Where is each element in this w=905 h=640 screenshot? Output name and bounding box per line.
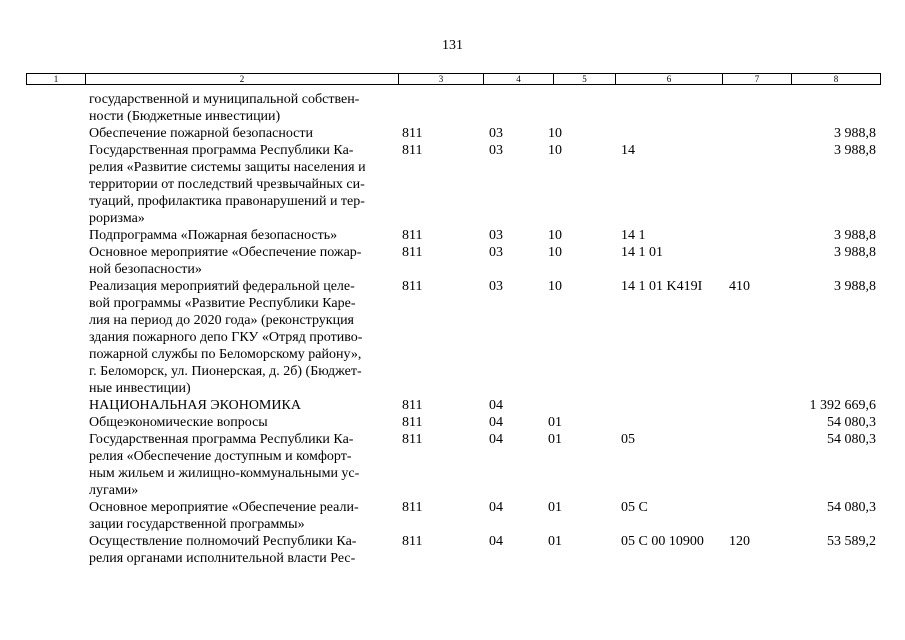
cell-c5: 10 <box>548 126 562 141</box>
description-line: ной безопасности» <box>89 262 202 277</box>
cell-c3: 811 <box>402 228 423 243</box>
cell-c3: 811 <box>402 432 423 447</box>
cell-c5: 10 <box>548 228 562 243</box>
cell-c6: 05 С 00 10900 <box>621 534 704 549</box>
table-body <box>0 91 905 567</box>
cell-c8: 3 988,8 <box>834 245 876 260</box>
row-description <box>89 91 394 125</box>
row-description <box>89 227 394 244</box>
description-line: лия на период до 2020 года» (реконструкция <box>89 313 354 328</box>
description-line: Реализация мероприятий федеральной целе- <box>89 279 355 294</box>
table-row <box>0 125 905 142</box>
description-line: вой программы «Развитие Республики Каре- <box>89 296 356 311</box>
cell-c4: 03 <box>489 126 503 141</box>
header-col-2: 2 <box>85 74 398 84</box>
description-line: ные инвестиции) <box>89 381 191 396</box>
cell-c3: 811 <box>402 245 423 260</box>
cell-c4: 04 <box>489 432 503 447</box>
header-col-1: 1 <box>53 74 59 84</box>
description-line: ным жильем и жилищно-коммунальными ус- <box>89 466 360 481</box>
header-col-3: 3 <box>398 74 483 84</box>
cell-c6: 14 1 <box>621 228 646 243</box>
description-line: Подпрограмма «Пожарная безопасность» <box>89 228 338 243</box>
description-line: роризма» <box>89 211 145 226</box>
cell-c5: 10 <box>548 143 562 158</box>
cell-c4: 04 <box>489 415 503 430</box>
cell-c8: 54 080,3 <box>827 415 876 430</box>
cell-c8: 3 988,8 <box>834 126 876 141</box>
table-row <box>0 397 905 414</box>
description-line: зации государственной программы» <box>89 517 305 532</box>
table-row <box>0 91 905 125</box>
row-description <box>89 397 394 414</box>
cell-c5: 10 <box>548 279 562 294</box>
table-row <box>0 499 905 533</box>
description-line: Основное мероприятие «Обеспечение пожар- <box>89 245 362 260</box>
header-col-7: 7 <box>722 74 791 84</box>
description-line: релия «Развитие системы защиты населения и <box>89 160 366 175</box>
cell-c4: 04 <box>489 398 503 413</box>
cell-c4: 03 <box>489 228 503 243</box>
cell-c8: 3 988,8 <box>834 279 876 294</box>
description-line: Государственная программа Республики Ка- <box>89 432 354 447</box>
table-row <box>0 227 905 244</box>
cell-c8: 3 988,8 <box>834 228 876 243</box>
cell-c3: 811 <box>402 500 423 515</box>
cell-c6: 14 1 01 <box>621 245 663 260</box>
table-row <box>0 278 905 397</box>
description-line: Осуществление полномочий Республики Ка- <box>89 534 357 549</box>
cell-c6: 14 1 01 K419I <box>621 279 703 294</box>
row-description <box>89 142 394 227</box>
header-col-8: 8 <box>791 74 880 84</box>
header-col-6: 6 <box>615 74 722 84</box>
header-col-5: 5 <box>553 74 615 84</box>
row-description <box>89 414 394 431</box>
row-description <box>89 244 394 278</box>
cell-c8: 54 080,3 <box>827 500 876 515</box>
page-number: 131 <box>442 38 463 53</box>
row-description <box>89 125 394 142</box>
table-row <box>0 533 905 567</box>
cell-c8: 53 589,2 <box>827 534 876 549</box>
description-line: здания пожарного депо ГКУ «Отряд противо- <box>89 330 363 345</box>
cell-c6: 05 С <box>621 500 648 515</box>
cell-c3: 811 <box>402 143 423 158</box>
table-row <box>0 142 905 227</box>
description-line: Основное мероприятие «Обеспечение реали- <box>89 500 359 515</box>
cell-c6: 05 <box>621 432 635 447</box>
description-line: Обеспечение пожарной безопасности <box>89 126 314 141</box>
cell-c5: 01 <box>548 500 562 515</box>
header-col-4: 4 <box>483 74 553 84</box>
description-line: г. Беломорск, ул. Пионерская, д. 2б) (Бюджет- <box>89 364 362 379</box>
row-description <box>89 533 394 567</box>
row-description <box>89 431 394 499</box>
cell-c4: 04 <box>489 534 503 549</box>
description-line: ности (Бюджетные инвестиции) <box>89 109 281 124</box>
cell-c7: 120 <box>729 534 750 549</box>
cell-c3: 811 <box>402 279 423 294</box>
description-line: Общеэкономические вопросы <box>89 415 268 430</box>
row-description <box>89 278 394 397</box>
cell-c8: 1 392 669,6 <box>809 398 876 413</box>
cell-c3: 811 <box>402 534 423 549</box>
cell-c3: 811 <box>402 415 423 430</box>
cell-c3: 811 <box>402 398 423 413</box>
table-row <box>0 431 905 499</box>
cell-c5: 01 <box>548 415 562 430</box>
description-line: релия органами исполнительной власти Рес- <box>89 551 356 566</box>
table-header <box>26 73 881 85</box>
description-line: пожарной службы по Беломорскому району», <box>89 347 362 362</box>
cell-c5: 10 <box>548 245 562 260</box>
description-line: территории от последствий чрезвычайных си- <box>89 177 365 192</box>
description-line: лугами» <box>89 483 139 498</box>
cell-c5: 01 <box>548 432 562 447</box>
description-line: государственной и муниципальной собствен- <box>89 92 360 107</box>
description-line: Государственная программа Республики Ка- <box>89 143 354 158</box>
cell-c3: 811 <box>402 126 423 141</box>
table-row <box>0 244 905 278</box>
cell-c7: 410 <box>729 279 750 294</box>
description-line: НАЦИОНАЛЬНАЯ ЭКОНОМИКА <box>89 398 301 413</box>
cell-c4: 04 <box>489 500 503 515</box>
cell-c8: 3 988,8 <box>834 143 876 158</box>
cell-c4: 03 <box>489 279 503 294</box>
cell-c4: 03 <box>489 143 503 158</box>
description-line: релия «Обеспечение доступным и комфорт- <box>89 449 352 464</box>
cell-c6: 14 <box>621 143 635 158</box>
row-description <box>89 499 394 533</box>
cell-c4: 03 <box>489 245 503 260</box>
cell-c5: 01 <box>548 534 562 549</box>
table-row <box>0 414 905 431</box>
cell-c8: 54 080,3 <box>827 432 876 447</box>
description-line: туаций, профилактика правонарушений и тер- <box>89 194 365 209</box>
